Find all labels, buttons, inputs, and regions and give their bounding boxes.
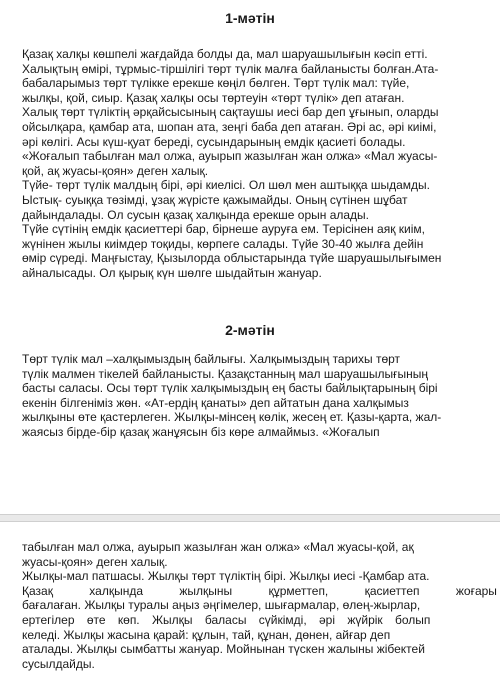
text-line: табылған мал олжа, ауырып жазылған жан олжа» «Мал жуасы-қой, ақ xyxy=(22,540,414,554)
section-1-text xyxy=(22,47,477,281)
text-line: бабаларымыз төрт түлікке ерекше көңіл бөлген. Төрт түлік мал: түйе, xyxy=(22,76,410,91)
document-page-2 xyxy=(0,522,500,685)
text-line: жаясыз бірде-бір қазақ жанұясын біз көре алмаймыз. «Жоғалып xyxy=(22,424,380,439)
text-line: түлік малмен тікелей байланысты. Қазақстанның мал шаруашылығының xyxy=(22,366,429,381)
text-line: Ыстық- суыққа төзімді, ұзақ жүрісте қажымайды. Оның сүтінен шұбат xyxy=(22,192,408,207)
text-line: екенін білгеніміз жөн. «Ат-ердің қанаты» деп айтатын дана халқымыз xyxy=(22,395,409,410)
text-line: Халық төрт түліктің әрқайсысының сақтаушы иесі бар деп ұғынып, оларды xyxy=(22,105,439,120)
section-3-text xyxy=(22,540,497,671)
text-line: айналысады. Ол қырық күн шөлге шыдайтын жануар. xyxy=(22,265,322,280)
text-line: өмір сүреді. Маңғыстау, Қызылорда облыстарында түйе шаруашылығымен xyxy=(22,251,442,266)
text-line: ертегілер өте көп. Жылқы баласы сүйкімді, әрі жүйрік болып xyxy=(22,612,431,627)
text-line: Түйе- төрт түлік малдың бірі, әрі киелісі. Ол шөл мен аштыққа шыдамды. xyxy=(22,178,430,193)
text-line: Төрт түлік мал –халқымыздың байлығы. Халқымыздың тарихы төрт xyxy=(22,352,401,366)
page-separator xyxy=(0,514,500,522)
text-line: Қазақ халқы көшпелі жағдайда болды да, мал шаруашылығын кәсіп етті. xyxy=(22,47,428,61)
text-line: сусылдайды. xyxy=(22,656,95,671)
text-line: жүнінен жылы киімдер тоқиды, көрпеге салады. Түйе 30-40 жылға дейін xyxy=(22,236,424,251)
text-line: әрі көлігі. Асы күш-қуат береді, сусындарының емдік қасиеті болады. xyxy=(22,134,406,149)
text-line: бағалаған. Жылқы туралы аңыз әңгімелер, шығармалар, өлең-жырлар, xyxy=(22,598,421,613)
text-line: Қазақ халқында жылқыны құрметтеп, қасиеттеп жоғары xyxy=(22,583,497,598)
section-2-title: 2-мәтін xyxy=(225,322,275,338)
text-line: келеді. Жылқы жасына қарай: құлын, тай, құнан, дөнен, айғар деп xyxy=(22,627,391,642)
text-line: жылқы, қой, сиыр. Қазақ халқы осы төртеуін «төрт түлік» деп атаған. xyxy=(22,90,405,105)
text-line: ойсылқара, қамбар ата, шопан ата, зеңгі баба деп атаған. Әрі ас, әрі киімі, xyxy=(22,119,437,134)
text-line: аталады. Жылқы сымбатты жануар. Мойнынан түскен жалыны жібектей xyxy=(22,642,425,657)
text-line: жуасы-қоян» деген халық. xyxy=(22,554,168,569)
section-1-title: 1-мәтін xyxy=(225,10,275,26)
text-line: дайындалады. Ол сусын қазақ халқында ерекше орын алады. xyxy=(22,207,370,222)
text-line: «Жоғалып табылған мал олжа, ауырып жазылған жан олжа» «Мал жуасы- xyxy=(22,149,438,164)
text-line: Түйе сүтінің емдік қасиеттері бар, бірнеше ауруға ем. Терісінен аяқ киім, xyxy=(22,222,425,237)
section-2-text xyxy=(22,352,477,440)
text-line: басты саласы. Осы төрт түлік халқымыздың ең басты байлықтарының бірі xyxy=(22,381,438,396)
text-line: жылқыны өте қастерлеген. Жылқы-мінсең көлік, жесең ет. Қазы-қарта, жал- xyxy=(22,410,442,425)
text-line: қой, ақ жуасы-қоян» деген халық. xyxy=(22,163,209,178)
text-line: Халықтың өмірі, тұрмыс-тіршілігі төрт түлік малға байланысты болған.Ата- xyxy=(22,61,439,76)
text-line: Жылқы-мал патшасы. Жылқы төрт түліктің бірі. Жылқы иесі -Қамбар ата. xyxy=(22,569,430,584)
